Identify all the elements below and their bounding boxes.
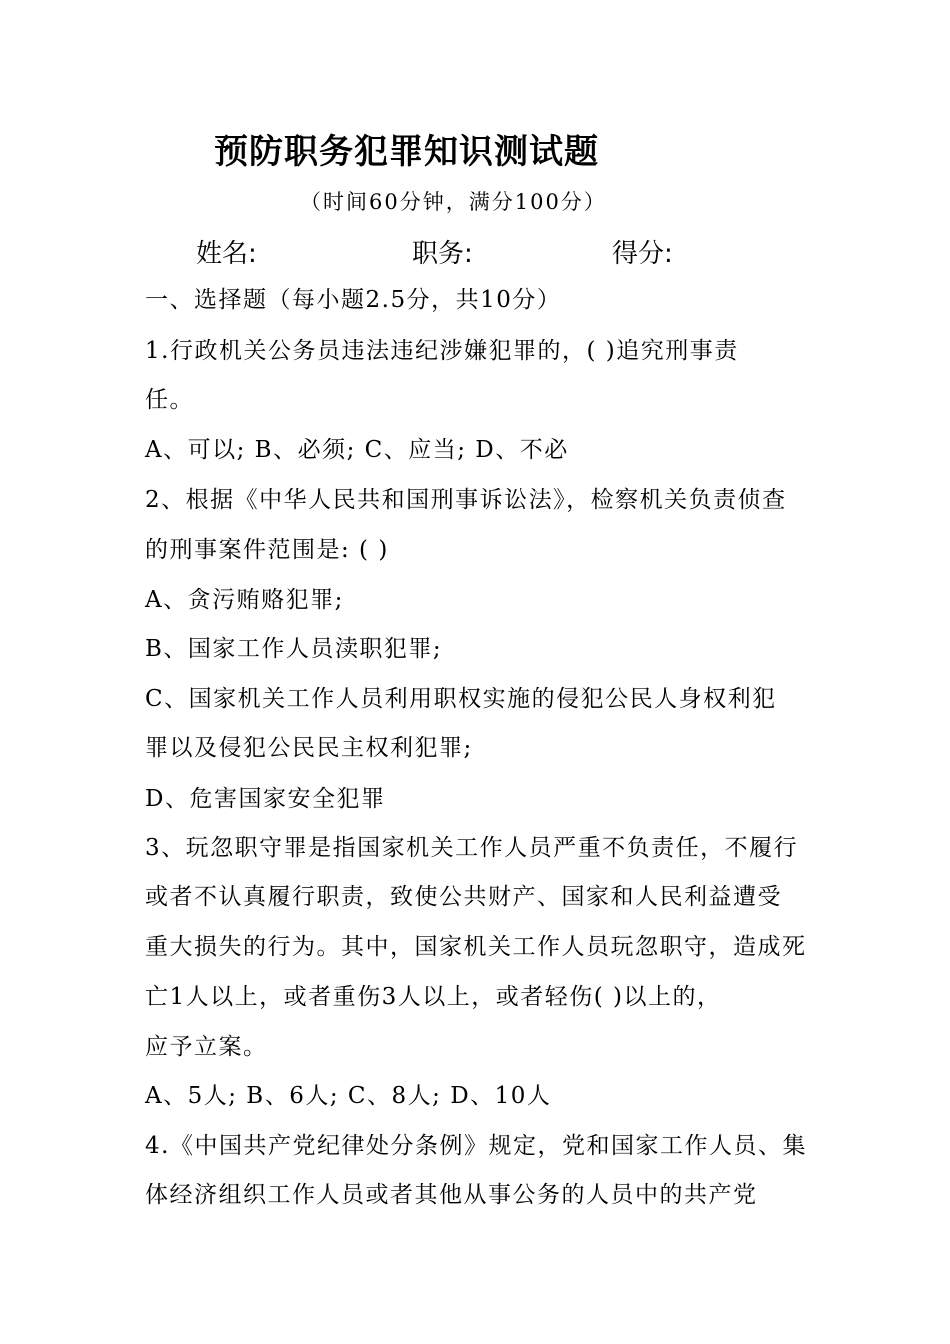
name-field-label: 姓名: <box>196 239 257 269</box>
question-line: 4.《中国共产党纪律处分条例》规定，党和国家工作人员、集 <box>145 1133 807 1159</box>
section-heading: 一、选择题（每小题2.5分，共10分） <box>145 287 562 313</box>
answer-option: C、国家机关工作人员利用职权实施的侵犯公民人身权利犯 <box>145 686 777 712</box>
score-field-label: 得分: <box>612 239 673 269</box>
question-line: 体经济组织工作人员或者其他从事公务的人员中的共产党 <box>145 1182 758 1208</box>
answer-option: A、贪污贿赂犯罪; <box>145 587 344 613</box>
answer-options: A、可以; B、必须; C、应当; D、不必 <box>145 437 569 463</box>
exam-time-score-note: （时间60分钟，满分100分） <box>300 190 607 214</box>
answer-options: A、5人; B、6人; C、8人; D、10人 <box>145 1083 552 1109</box>
question-line: 重大损失的行为。其中，国家机关工作人员玩忽职守，造成死 <box>145 934 807 960</box>
answer-option: 罪以及侵犯公民民主权利犯罪; <box>145 735 473 761</box>
page-title: 预防职务犯罪知识测试题 <box>214 132 599 172</box>
question-line: 的刑事案件范围是: ( ) <box>145 537 389 563</box>
job-field-label: 职务: <box>412 239 473 269</box>
question-line: 应予立案。 <box>145 1034 268 1060</box>
question-line: 3、玩忽职守罪是指国家机关工作人员严重不负责任，不履行 <box>145 835 799 861</box>
question-line: 亡1人以上，或者重伤3人以上，或者轻伤( )以上的， <box>145 984 722 1010</box>
question-line: 1.行政机关公务员违法违纪涉嫌犯罪的，( )追究刑事责 <box>145 338 739 364</box>
question-line: 2、根据《中华人民共和国刑事诉讼法》，检察机关负责侦查 <box>145 487 787 513</box>
answer-option: B、国家工作人员渎职犯罪; <box>145 636 443 662</box>
question-line: 或者不认真履行职责，致使公共财产、国家和人民利益遭受 <box>145 884 782 910</box>
answer-option: D、危害国家安全犯罪 <box>145 786 386 812</box>
question-line: 任。 <box>145 387 194 413</box>
